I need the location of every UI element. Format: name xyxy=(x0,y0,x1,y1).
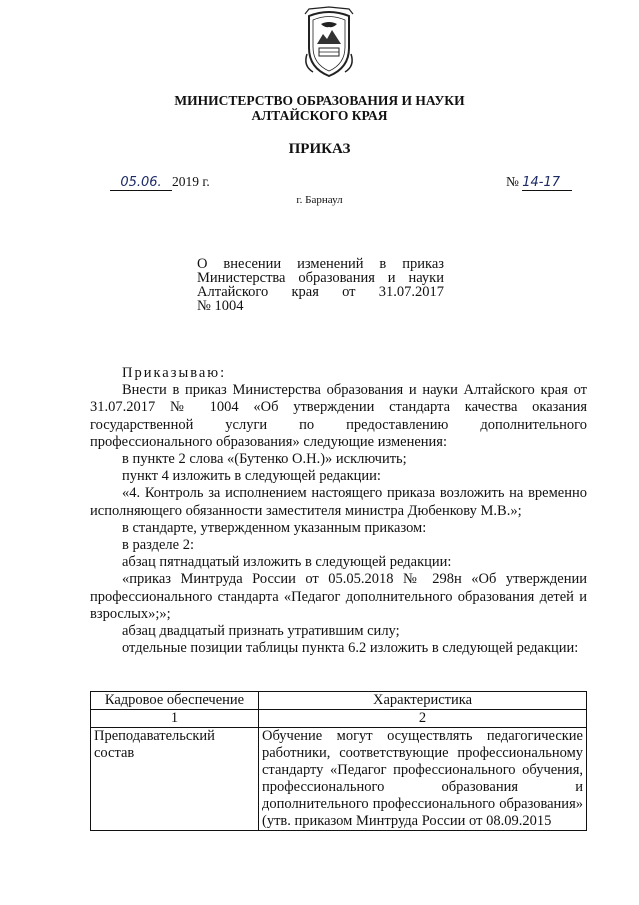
body-paragraph: в разделе 2: xyxy=(122,537,195,554)
ministry-name-line1: МИНИСТЕРСТВО ОБРАЗОВАНИЯ И НАУКИ xyxy=(174,93,465,108)
ministry-name-line2: АЛТАЙСКОГО КРАЯ xyxy=(251,108,388,123)
subject-line: Министерства образования и науки xyxy=(197,270,444,286)
table-header-cell: Кадровое обеспечение xyxy=(91,692,259,710)
order-word: Приказываю: xyxy=(122,365,227,381)
table-column-number: 1 xyxy=(91,710,259,728)
document-title: ПРИКАЗ xyxy=(288,141,351,157)
body-paragraph: в пункте 2 слова «(Бутенко О.Н.)» исключить; xyxy=(122,451,407,468)
body-paragraph: Внести в приказ Министерства образования и науки Алтайского края от 31.07.2017 № 1004 «Об утверждении стандарта качества оказания государственной услуги по предоставлению дополнительного профессионального образования» следующие изменения: xyxy=(90,382,587,450)
table-number-row xyxy=(91,710,587,728)
body-paragraph: «4. Контроль за исполнением настоящего приказа возложить на временно исполняющего обязанности заместителя министра Дюбенкову М.В.»; xyxy=(90,485,587,519)
coat-of-arms-emblem xyxy=(299,6,359,80)
body-paragraph: в стандарте, утвержденном указанным приказом: xyxy=(122,519,427,536)
table-row xyxy=(91,728,587,831)
order-subject xyxy=(197,257,444,313)
body-paragraph: абзац пятнадцатый изложить в следующей редакции: xyxy=(122,554,452,571)
body-paragraph: отдельные позиции таблицы пункта 6.2 изложить в следующей редакции: xyxy=(122,640,579,657)
body-paragraph: абзац двадцатый признать утратившим силу; xyxy=(122,623,400,640)
handwritten-number: 14-17 xyxy=(522,175,561,190)
number-sign: № xyxy=(506,174,519,189)
subject-line: О внесении изменений в приказ xyxy=(197,256,444,272)
order-year: 2019 г. xyxy=(172,174,210,189)
body-paragraph: «приказ Минтруда России от 05.05.2018 № 298н «Об утверждении профессионального стандарта «Педагог дополнительного образования детей и взрослых»;»; xyxy=(90,571,587,622)
city-name: г. Барнаул xyxy=(296,194,343,206)
subject-line: № 1004 xyxy=(197,298,244,314)
table-cell-characteristic: Обучение могут осуществлять педагогические работники, соответствующие профессиональному стандарту «Педагог профессионального обучения, профессионального образования и дополнительного профессионального образования» (утв. приказом Минтруда России от 08.09.2015 xyxy=(259,728,587,831)
order-date xyxy=(110,174,210,191)
order-number xyxy=(506,174,572,191)
table-column-number: 2 xyxy=(259,710,587,728)
table-cell-staffing: Преподавательский состав xyxy=(91,728,259,831)
order-body xyxy=(90,365,587,657)
subject-line: Алтайского края от 31.07.2017 xyxy=(197,284,444,300)
staffing-table xyxy=(90,691,587,831)
table-header-cell: Характеристика xyxy=(259,692,587,710)
handwritten-date: 05.06. xyxy=(120,175,162,190)
body-paragraph: пункт 4 изложить в следующей редакции: xyxy=(122,468,381,485)
table-header-row xyxy=(91,692,587,710)
